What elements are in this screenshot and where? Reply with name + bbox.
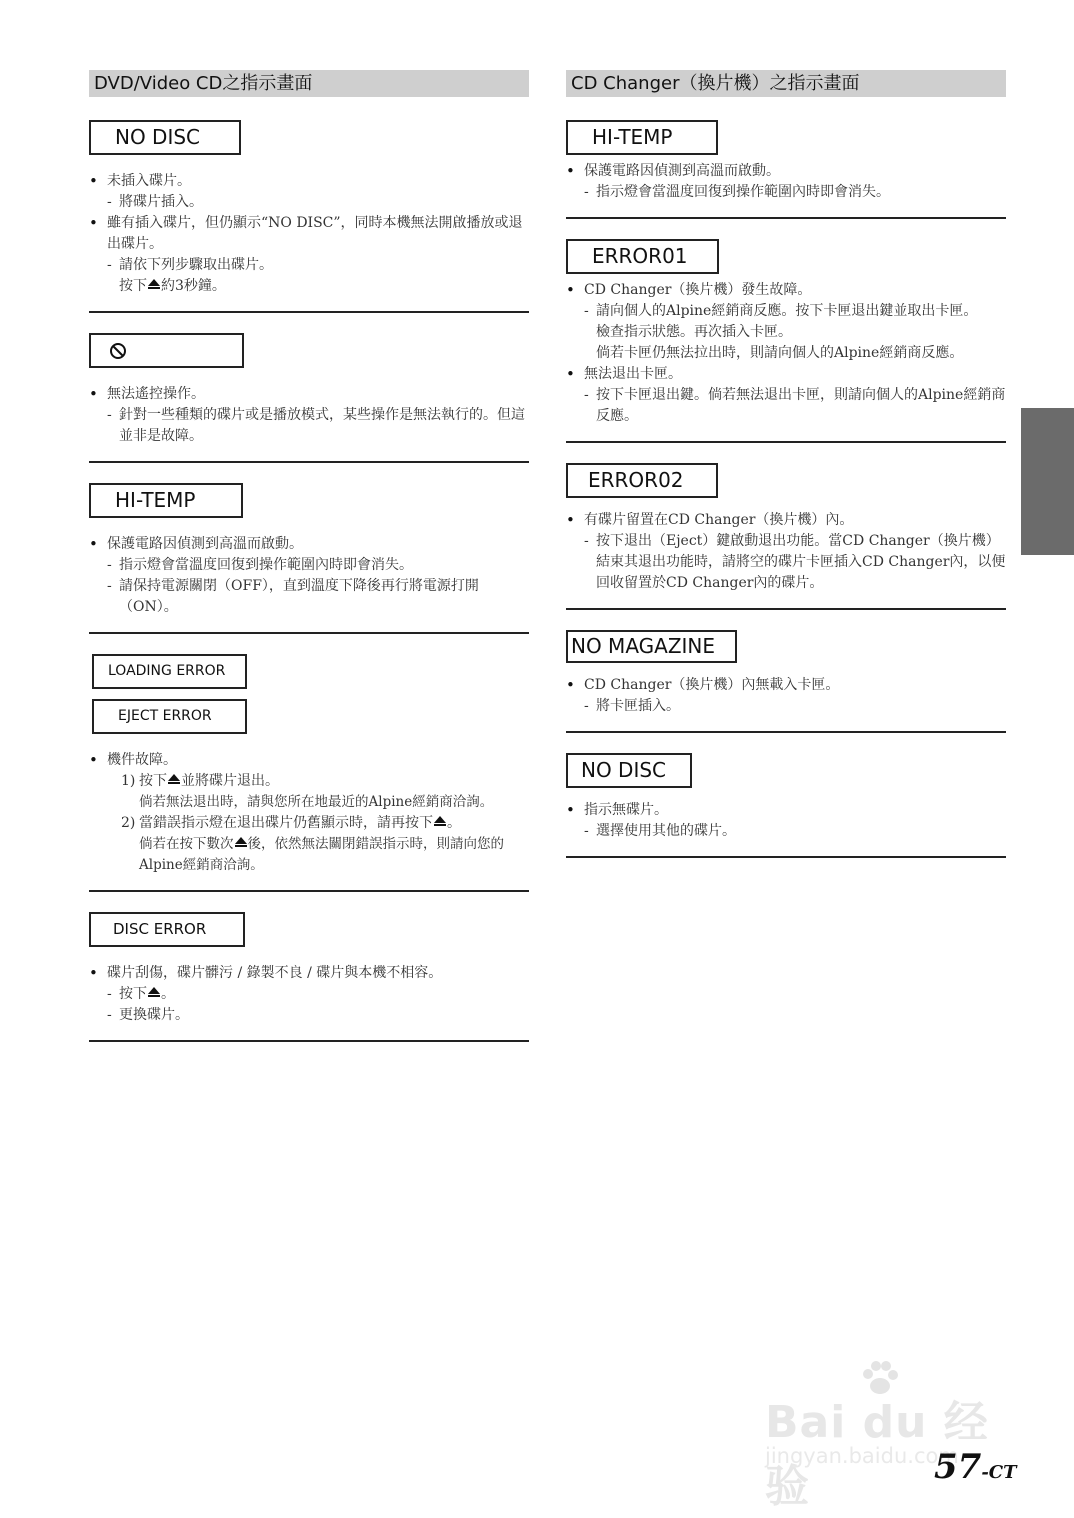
- indicator-eject-error: EJECT ERROR: [92, 699, 247, 734]
- list-item: • 保護電路因偵測到高溫而啟動。 - 指示燈會當溫度回復到操作範圍內時即會消失。 - 請保持電源關閉（OFF），直到溫度下降後再行將電源打開（ON）。: [89, 534, 529, 618]
- error02-list: [566, 510, 1006, 594]
- eject-icon: [168, 774, 180, 781]
- eject-icon: [434, 816, 446, 823]
- no-disc-list: [89, 171, 529, 297]
- list-item: • 無法遙控操作。 - 針對一些種類的碟片或是播放模式，某些操作是無法執行的。但這並非是故障。: [89, 384, 529, 447]
- list-item: • 未插入碟片。 - 將碟片插入。: [89, 171, 529, 213]
- entry-loading-eject: [89, 654, 529, 892]
- indicator-disc-error: DISC ERROR: [89, 912, 245, 947]
- list-item: • 指示無碟片。 - 選擇使用其他的碟片。: [566, 800, 1006, 842]
- list-item: • 無法退出卡匣。 - 按下卡匣退出鍵。倘若無法退出卡匣，則請向個人的Alpine經銷商反應。: [566, 364, 1006, 427]
- eject-icon: [235, 837, 247, 844]
- no-disc-list: [566, 800, 1006, 842]
- list-item: • 有碟片留置在CD Changer（換片機）內。 - 按下退出（Eject）鍵啟動退出功能。當CD Changer（換片機）結束其退出功能時，請將空的碟片卡匣插入CD Changer內，以便回收留置於CD Changer內的碟片。: [566, 510, 1006, 594]
- indicator-no-magazine: NO MAGAZINE: [566, 630, 737, 663]
- watermark-logo: Bai du 经验: [765, 1397, 989, 1512]
- entry-hi-temp-right: [566, 120, 1006, 219]
- indicator-hi-temp: HI-TEMP: [89, 483, 243, 518]
- watermark-url: jingyan.baidu.com: [765, 1444, 959, 1468]
- no-magazine-list: [566, 675, 1006, 717]
- page-number: 57-CT: [934, 1447, 1017, 1487]
- entry-error01: [566, 239, 1006, 443]
- section-title-dvd: DVD/Video CD之指示畫面: [89, 70, 529, 97]
- indicator-prohibit: [89, 333, 244, 368]
- indicator-no-disc: NO DISC: [89, 120, 241, 155]
- disc-error-list: [89, 963, 529, 1026]
- hi-temp-list: [566, 161, 1006, 203]
- eject-icon: [148, 987, 160, 994]
- indicator-hi-temp: HI-TEMP: [566, 120, 718, 155]
- entry-no-disc-right: [566, 753, 1006, 858]
- right-column: [566, 70, 1006, 878]
- list-item: • 雖有插入碟片，但仍顯示“NO DISC”，同時本機無法開啟播放或退出碟片。 - 請依下列步驟取出碟片。 按下 約3秒鐘。: [89, 213, 529, 297]
- prohibit-list: [89, 384, 529, 447]
- list-item: • 碟片刮傷，碟片髒污 / 錄製不良 / 碟片與本機不相容。 - 按下 。 - 更換碟片。: [89, 963, 529, 1026]
- side-tab: [1021, 408, 1074, 555]
- prohibit-icon: [109, 342, 127, 360]
- list-item: • CD Changer（換片機）內無載入卡匣。 - 將卡匣插入。: [566, 675, 1006, 717]
- list-item: • 機件故障。 1) 按下 並將碟片退出。 倘若無法退出時，請與您所在地最近的Alpine經銷商洽詢。 2) 當錯誤指示燈在退出碟片仍舊顯示時，請再按下 。 倘若在按下數次 後，依然無法關閉錯誤指示時，則請向您的Alpine經銷商洽詢。: [89, 750, 529, 876]
- indicator-error01: ERROR01: [566, 239, 719, 274]
- hi-temp-list: [89, 534, 529, 618]
- eject-icon: [148, 279, 160, 286]
- indicator-loading-error: LOADING ERROR: [92, 654, 247, 689]
- section-title-cd-changer: CD Changer（換片機）之指示畫面: [566, 70, 1006, 97]
- list-item: • CD Changer（換片機）發生故障。 - 請向個人的Alpine經銷商反應。按下卡匣退出鍵並取出卡匣。 檢查指示狀態。再次插入卡匣。 倘若卡匣仍無法拉出時，則請向個人的Alpine經銷商反應。: [566, 280, 1006, 364]
- list-item: • 保護電路因偵測到高溫而啟動。 - 指示燈會當溫度回復到操作範圍內時即會消失。: [566, 161, 1006, 203]
- entry-prohibit: [89, 333, 529, 463]
- error01-list: [566, 280, 1006, 427]
- entry-disc-error: [89, 912, 529, 1042]
- loading-eject-list: [89, 750, 529, 876]
- entry-hi-temp-left: [89, 483, 529, 634]
- left-column: [89, 70, 529, 1062]
- entry-no-disc: [89, 120, 529, 313]
- entry-no-magazine: [566, 630, 1006, 733]
- indicator-error02: ERROR02: [566, 463, 718, 498]
- entry-error02: [566, 463, 1006, 610]
- indicator-no-disc: NO DISC: [566, 753, 692, 788]
